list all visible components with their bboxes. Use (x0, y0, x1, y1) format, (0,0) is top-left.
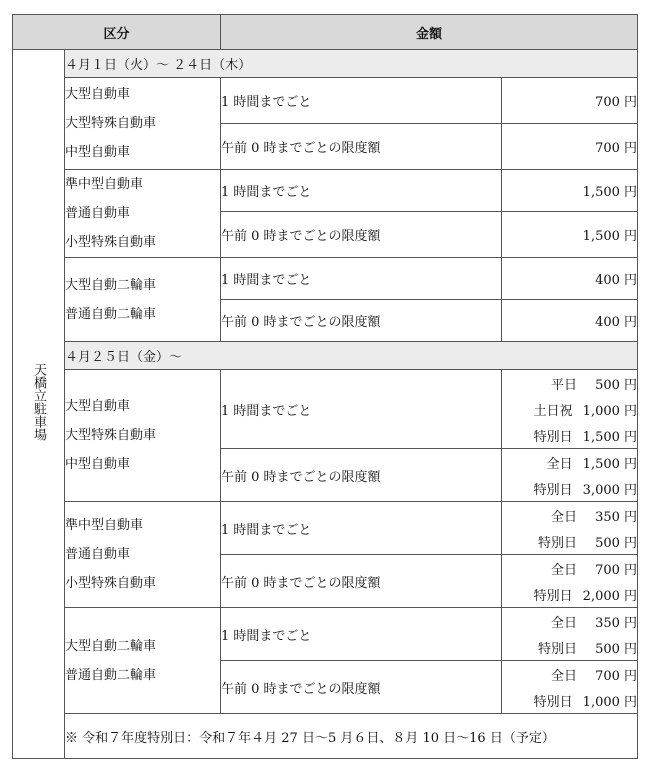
vehicle-class-cell (65, 608, 221, 714)
vehicle-type: 普通自動二輪車 (65, 306, 157, 322)
fee-description: 1 時間までごと (221, 370, 502, 449)
vehicle-type: 大型自動車 (65, 87, 131, 102)
vehicle-type: 普通自動車 (65, 206, 131, 221)
parking-fee-table (12, 14, 638, 759)
fee-description: 午前 0 時までごとの限度額 (221, 212, 502, 258)
fee-description: 1 時間までごと (221, 78, 502, 124)
note-row (13, 714, 638, 759)
price-line (502, 396, 637, 422)
price-value: 500 円 (595, 535, 638, 551)
vehicle-type: 中型自動車 (65, 145, 131, 160)
header-amount: 金額 (221, 15, 638, 50)
day-type-label: 特別日 (533, 694, 573, 710)
day-type-label: 土日祝 (533, 403, 573, 419)
fee-amount: 400 円 (502, 258, 638, 300)
price-line (502, 370, 637, 396)
vehicle-class-cell (65, 370, 221, 502)
fee-description: 午前 0 時までごとの限度額 (221, 124, 502, 170)
vehicle-type: 中型自動車 (65, 457, 131, 472)
fee-amount-cell (502, 502, 638, 555)
price-line (502, 528, 637, 554)
day-type-label: 全日 (551, 615, 578, 631)
place-name: 天橋立駐車場 (31, 363, 46, 441)
special-days-note: ※ 令和７年度特別日：令和７年４月 27 日～5 月６日、８月 10 日～16 日（予定） (65, 714, 638, 759)
day-type-label: 全日 (546, 456, 573, 472)
price-value: 3,000 円 (582, 482, 638, 498)
price-line (502, 608, 637, 634)
vehicle-type: 小型特殊自動車 (65, 235, 157, 250)
table-row (13, 170, 638, 212)
vehicle-class-cell (65, 258, 221, 342)
day-type-label: 全日 (551, 668, 578, 684)
vehicle-type: 大型特殊自動車 (65, 116, 157, 131)
day-type-label: 特別日 (533, 429, 573, 445)
price-line (502, 422, 637, 448)
vehicle-class-cell (65, 502, 221, 608)
day-type-label: 全日 (551, 562, 578, 578)
fee-amount-cell (502, 608, 638, 661)
fee-amount-cell (502, 555, 638, 608)
table-row (13, 370, 638, 449)
day-type-label: 特別日 (538, 535, 578, 551)
vehicle-type: 大型自動車 (65, 399, 131, 414)
price-value: 1,000 円 (582, 694, 638, 710)
price-value: 1,500 円 (582, 429, 638, 445)
fee-description: 1 時間までごと (221, 258, 502, 300)
price-value: 350 円 (595, 615, 638, 631)
price-value: 350 円 (595, 509, 638, 525)
vehicle-type: 大型自動二輪車 (65, 277, 157, 293)
price-line (502, 687, 637, 713)
vehicle-type: 小型特殊自動車 (65, 576, 157, 591)
period2-label: ４月２５日（金）～ (65, 342, 638, 370)
fee-description: 1 時間までごと (221, 170, 502, 212)
price-value: 500 円 (595, 641, 638, 657)
table-row (13, 258, 638, 300)
fee-description: 1 時間までごと (221, 502, 502, 555)
period2-row (13, 342, 638, 370)
fee-description: 午前 0 時までごとの限度額 (221, 300, 502, 342)
fee-amount-cell (502, 370, 638, 449)
fee-description: 1 時間までごと (221, 608, 502, 661)
vehicle-type: 準中型自動車 (65, 177, 144, 192)
price-line (502, 475, 637, 501)
header-category: 区分 (13, 15, 221, 50)
vehicle-type: 普通自動車 (65, 547, 131, 562)
price-value: 700 円 (595, 668, 638, 684)
fee-amount-cell (502, 661, 638, 714)
fee-amount: 1,500 円 (502, 212, 638, 258)
table-row (13, 608, 638, 661)
price-line (502, 661, 637, 687)
day-type-label: 特別日 (538, 641, 578, 657)
table-row (13, 78, 638, 124)
price-line (502, 502, 637, 528)
fee-amount: 400 円 (502, 300, 638, 342)
fee-description: 午前 0 時までごとの限度額 (221, 555, 502, 608)
day-type-label: 特別日 (533, 482, 573, 498)
price-line (502, 581, 637, 607)
price-line (502, 449, 637, 475)
vehicle-type: 大型特殊自動車 (65, 428, 157, 443)
day-type-label: 平日 (551, 377, 578, 393)
vehicle-type: 大型自動二輪車 (65, 638, 157, 654)
period1-label: ４月１日（火）～ ２４日（木） (65, 50, 638, 78)
price-value: 700 円 (595, 562, 638, 578)
price-value: 2,000 円 (582, 588, 638, 604)
table-row (13, 502, 638, 555)
price-line (502, 555, 637, 581)
table-header-row (13, 15, 638, 50)
price-line (502, 634, 637, 660)
fee-description: 午前 0 時までごとの限度額 (221, 661, 502, 714)
fee-amount-cell (502, 449, 638, 502)
period1-row (13, 50, 638, 78)
price-value: 500 円 (595, 377, 638, 393)
price-value: 1,500 円 (582, 456, 638, 472)
place-cell (13, 50, 65, 759)
vehicle-type: 普通自動二輪車 (65, 667, 157, 683)
fee-amount: 700 円 (502, 78, 638, 124)
fee-amount: 1,500 円 (502, 170, 638, 212)
price-value: 1,000 円 (582, 403, 638, 419)
day-type-label: 全日 (551, 509, 578, 525)
day-type-label: 特別日 (533, 588, 573, 604)
vehicle-class-cell (65, 78, 221, 170)
fee-amount: 700 円 (502, 124, 638, 170)
fee-description: 午前 0 時までごとの限度額 (221, 449, 502, 502)
vehicle-type: 準中型自動車 (65, 518, 144, 533)
vehicle-class-cell (65, 170, 221, 258)
